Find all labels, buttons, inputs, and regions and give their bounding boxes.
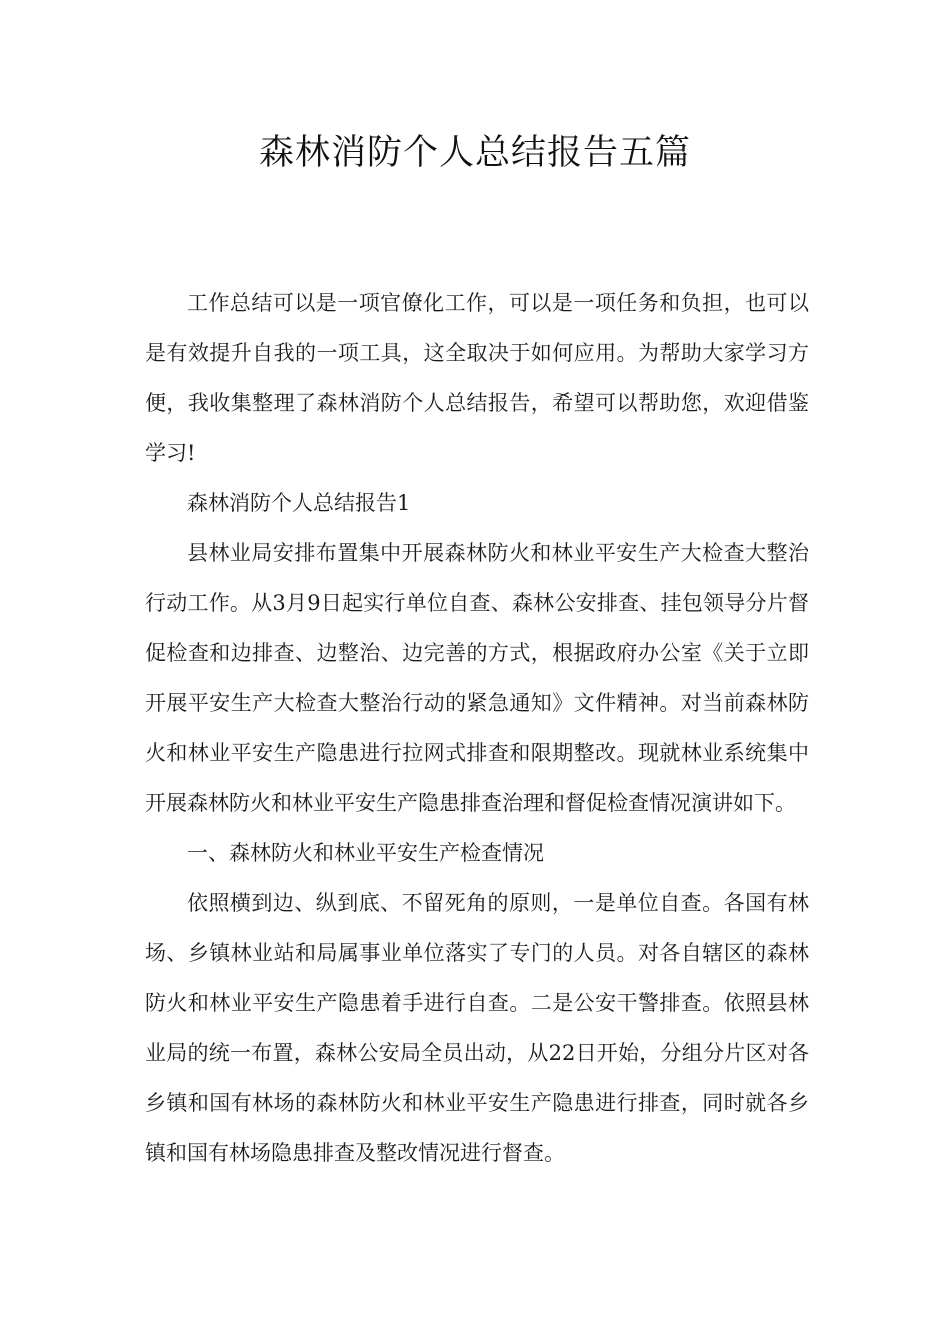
section-heading-inspection: 一、森林防火和林业平安生产检查情况 — [187, 841, 544, 865]
report-paragraph-1: 县林业局安排布置集中开展森林防火和林业平安生产大检查大整治行动工作。从3月9日起实行单位自查、森林公安排查、挂包领导分片督促检查和边排查、边整治、边完善的方式，根据政府办公室《关于立即开展平安生产大检查大整治行动的紧急通知》文件精神。对当前森林防火和林业平安生产隐患进行拉网式排查和限期整改。现就林业系统集中开展森林防火和林业平安生产隐患排查治理和督促检查情况演讲如下。 — [145, 541, 809, 815]
section-heading-report-1: 森林消防个人总结报告1 — [187, 491, 411, 515]
document-title: 森林消防个人总结报告五篇 — [258, 133, 691, 173]
document-body — [145, 278, 809, 1178]
report-paragraph-2: 依照横到边、纵到底、不留死角的原则，一是单位自查。各国有林场、乡镇林业站和局属事业单位落实了专门的人员。对各自辖区的森林防火和林业平安生产隐患着手进行自查。二是公安干警排查。依照县林业局的统一布置，森林公安局全员出动，从22日开始，分组分片区对各乡镇和国有林场的森林防火和林业平安生产隐患进行排查，同时就各乡镇和国有林场隐患排查及整改情况进行督查。 — [145, 891, 809, 1165]
intro-paragraph: 工作总结可以是一项官僚化工作，可以是一项任务和负担，也可以是有效提升自我的一项工具，这全取决于如何应用。为帮助大家学习方便，我收集整理了森林消防个人总结报告，希望可以帮助您，欢迎借鉴学习! — [145, 291, 809, 465]
